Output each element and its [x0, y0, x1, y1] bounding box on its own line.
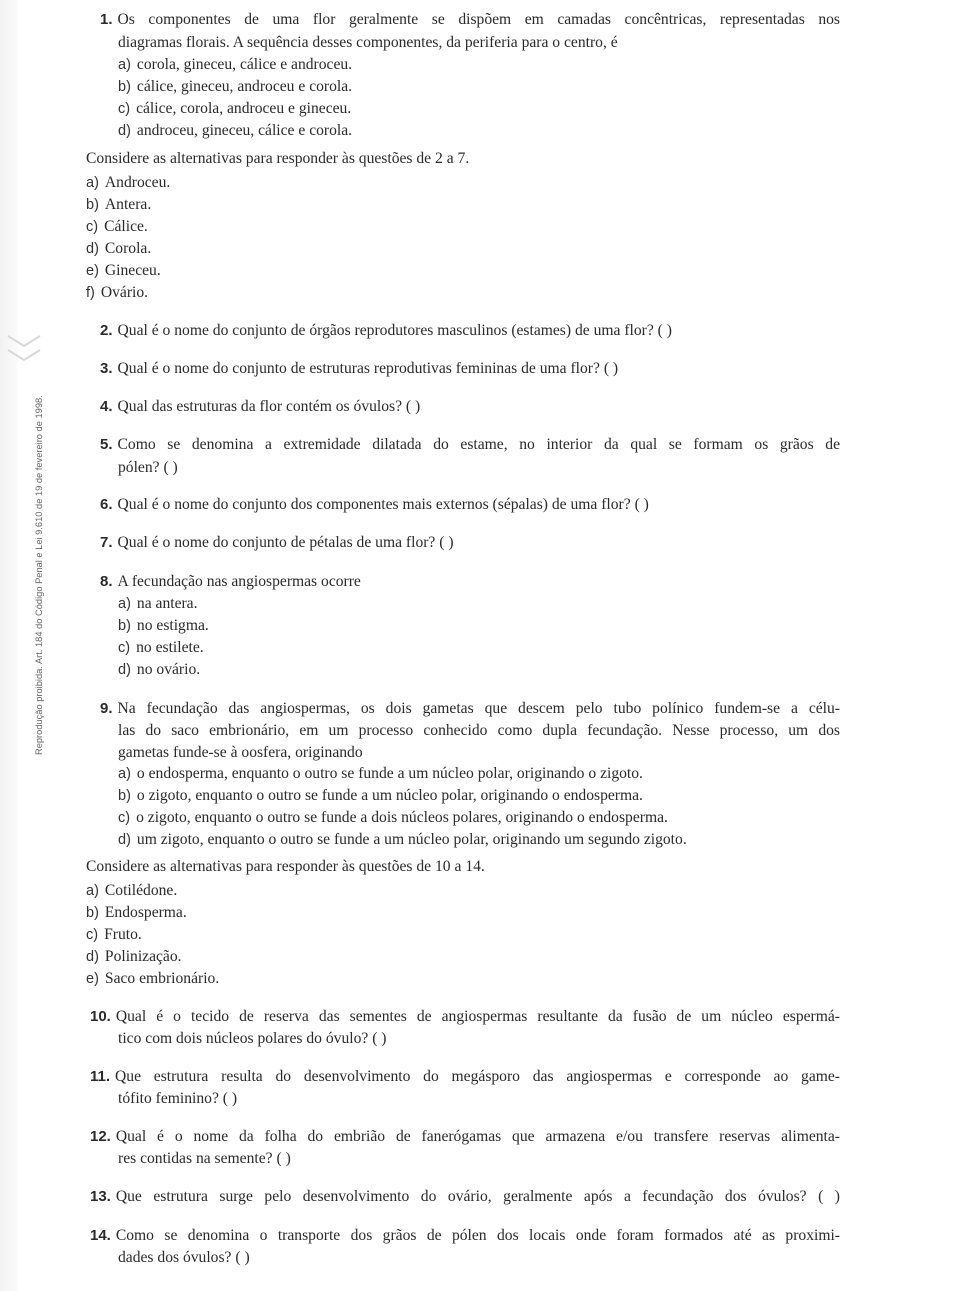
question-12-cont: res contidas na semente? ( )	[118, 1150, 291, 1167]
question-11: 11. Que estrutura resulta do desenvolvimento do megásporo das angiospermas e corresponde ao game-	[90, 1068, 840, 1085]
question-11-cont: tófito feminino? ( )	[118, 1090, 238, 1107]
q1-option-c[interactable]: c) cálice, corola, androceu e gineceu.	[118, 100, 352, 117]
question-13: 13. Que estrutura surge pelo desenvolvimento do ovário, geralmente após a fecundação dos óvulos? ( )	[90, 1188, 840, 1205]
alt-list-1-e: e) Gineceu.	[86, 262, 161, 279]
question-1-cont: diagramas florais. A sequência desses componentes, da periferia para o centro, é	[118, 34, 618, 51]
alt-list-1-b: b) Antera.	[86, 196, 152, 213]
alt-list-2-d: d) Polinização.	[86, 948, 182, 965]
question-9: 9. Na fecundação das angiospermas, os dois gametas que descem pelo tubo polínico fundem-se a célu-	[100, 700, 840, 717]
q1-option-d[interactable]: d) androceu, gineceu, cálice e corola.	[118, 122, 353, 139]
question-8: 8. A fecundação nas angiospermas ocorre	[100, 573, 361, 590]
alt-list-2-b: b) Endosperma.	[86, 904, 187, 921]
q1-option-b[interactable]: b) cálice, gineceu, androceu e corola.	[118, 78, 353, 95]
question-12: 12. Qual é o nome da folha do embrião de fanerógamas que armazena e/ou transfere reservas alimenta-	[90, 1128, 840, 1145]
q1-option-a[interactable]: a) corola, gineceu, cálice e androceu.	[118, 56, 353, 73]
question-10-cont: tico com dois núcleos polares do óvulo? ( )	[118, 1030, 387, 1047]
alt-list-2-a: a) Cotilédone.	[86, 882, 178, 899]
alt-list-1-c: c) Cálice.	[86, 218, 148, 235]
question-2: 2. Qual é o nome do conjunto de órgãos reprodutores masculinos (estames) de uma flor? ( )	[100, 322, 672, 339]
question-5: 5. Como se denomina a extremidade dilatada do estame, no interior da qual se formam os grãos de	[100, 436, 840, 453]
q9-option-b[interactable]: b) o zigoto, enquanto o outro se funde a um núcleo polar, originando o endosperma.	[118, 787, 643, 804]
intro-questions-2-7: Considere as alternativas para responder às questões de 2 a 7.	[86, 150, 470, 167]
question-4: 4. Qual das estruturas da flor contém os óvulos? ( )	[100, 398, 421, 415]
alt-list-2-c: c) Fruto.	[86, 926, 142, 943]
alt-list-1-f: f) Ovário.	[86, 284, 149, 301]
q8-option-b[interactable]: b) no estigma.	[118, 617, 209, 634]
question-10: 10. Qual é o tecido de reserva das sementes de angiospermas resultante da fusão de um núcleo espermá-	[90, 1008, 840, 1025]
q9-option-d[interactable]: d) um zigoto, enquanto o outro se funde a um núcleo polar, originando um segundo zigoto.	[118, 831, 687, 848]
q8-option-c[interactable]: c) no estilete.	[118, 639, 204, 656]
question-6: 6. Qual é o nome do conjunto dos componentes mais externos (sépalas) de uma flor? ( )	[100, 496, 649, 513]
alt-list-1-d: d) Corola.	[86, 240, 152, 257]
alt-list-2-e: e) Saco embrionário.	[86, 970, 220, 987]
intro-questions-10-14: Considere as alternativas para responder às questões de 10 a 14.	[86, 858, 485, 875]
page-margin-strip	[0, 0, 18, 1291]
question-7: 7. Qual é o nome do conjunto de pétalas de uma flor? ( )	[100, 534, 454, 551]
question-3: 3. Qual é o nome do conjunto de estruturas reprodutivas femininas de uma flor? ( )	[100, 360, 619, 377]
question-9-cont-2: gametas funde-se à oosfera, originando	[118, 744, 363, 761]
chevron-decoration-icon	[6, 330, 42, 370]
question-5-cont: pólen? ( )	[118, 459, 178, 476]
alt-list-1-a: a) Androceu.	[86, 174, 171, 191]
question-14: 14. Como se denomina o transporte dos grãos de pólen dos locais onde foram formados até as proximi-	[90, 1227, 840, 1244]
q8-option-d[interactable]: d) no ovário.	[118, 661, 201, 678]
question-9-cont-1: las do saco embrionário, em um processo conhecido como dupla fecundação. Nesse processo, um dos	[118, 722, 840, 739]
q9-option-c[interactable]: c) o zigoto, enquanto o outro se funde a dois núcleos polares, originando o endosperma.	[118, 809, 668, 826]
question-14-cont: dades dos óvulos? ( )	[118, 1249, 250, 1266]
copyright-notice: Reprodução proibida. Art. 184 do Código Penal e Lei 9.610 de 19 de fevereiro de 1998.	[34, 395, 44, 755]
question-1: 1. Os componentes de uma flor geralmente se dispõem em camadas concêntricas, representadas nos	[100, 11, 840, 28]
q9-option-a[interactable]: a) o endosperma, enquanto o outro se funde a um núcleo polar, originando o zigoto.	[118, 765, 643, 782]
q8-option-a[interactable]: a) na antera.	[118, 595, 198, 612]
